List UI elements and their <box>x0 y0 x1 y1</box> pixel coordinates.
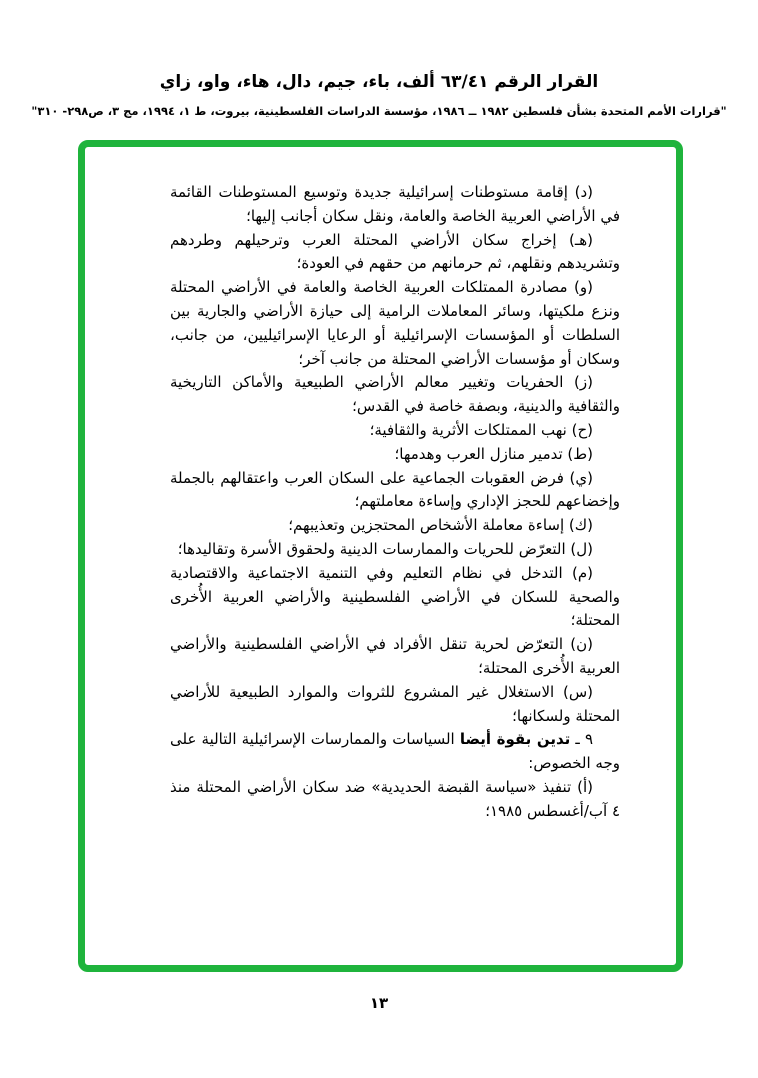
text-run: (هـ) إخراج سكان الأراضي المحتلة العرب وترحيلهم وطردهم وتشريدهم ونقلهم، ثم حرمانهم من حقهم في العودة؛ <box>170 230 620 273</box>
text-run: (ك) إساءة معاملة الأشخاص المحتجزين وتعذيبهم؛ <box>288 516 593 535</box>
paragraph <box>170 371 620 419</box>
text-run: (أ) تنفيذ «سياسة القبضة الحديدية» ضد سكان الأراضي المحتلة منذ ٤ آب/أغسطس ١٩٨٥؛ <box>170 777 620 820</box>
paragraph <box>170 538 620 562</box>
text-run: (ح) نهب الممتلكات الأثرية والثقافية؛ <box>369 420 593 439</box>
paragraph <box>170 681 620 729</box>
paragraph <box>170 776 620 824</box>
text-run: (ط) تدمير منازل العرب وهدمها؛ <box>394 444 593 463</box>
paragraph <box>170 276 620 371</box>
text-run: السياسات والممارسات الإسرائيلية التالية على وجه الخصوص: <box>170 730 620 773</box>
paragraph <box>170 728 620 776</box>
text-run: (ز) الحفريات وتغيير معالم الأراضي الطبيعية والأماكن التاريخية والثقافية والدينية، وبصفة خاصة في القدس؛ <box>170 373 620 416</box>
paragraph <box>170 562 620 633</box>
paragraph <box>170 633 620 681</box>
text-run: (م) التدخل في نظام التعليم وفي التنمية الاجتماعية والاقتصادية والصحية للسكان في الأراضي الفلسطينية والأراضي العربية الأُخرى المحتلة؛ <box>170 563 620 630</box>
paragraph <box>170 467 620 515</box>
source-citation: "قرارات الأمم المتحدة بشأن فلسطين ١٩٨٢ ــ ١٩٨٦، مؤسسة الدراسات الفلسطينية، بيروت، ط ١، ١٩٩٤، مج ٣، ص٢٩٨- ٣١٠" <box>31 104 727 118</box>
paragraph <box>170 229 620 277</box>
text-run: (ن) التعرّض لحرية تنقل الأفراد في الأراضي الفلسطينية والأراضي العربية الأُخرى المحتلة؛ <box>170 635 620 677</box>
text-run: (و) مصادرة الممتلكات العربية الخاصة والعامة في الأراضي المحتلة ونزع ملكيتها، وسائر المعاملات الرامية إلى حيازة الأراضي والجارية بين السلطات أو المؤسسات الإسرائيلية أو الرعايا الإسرائيليين، من جانب، وسكان أو مؤسسات الأراضي المحتلة من جانب آخر؛ <box>170 278 620 368</box>
paragraph <box>170 443 620 467</box>
text-run: (ي) فرض العقوبات الجماعية على السكان العرب واعتقالهم بالجملة وإخضاعهم للحجز الإداري وإساءة معاملتهم؛ <box>170 468 620 511</box>
page-number: ١٣ <box>369 994 389 1012</box>
body-text <box>170 181 620 824</box>
bold-text-run: تدين بقوة أيضا <box>459 730 571 749</box>
text-run: ٩ ـ <box>570 730 593 749</box>
text-run: (د) إقامة مستوطنات إسرائيلية جديدة وتوسيع المستوطنات القائمة في الأراضي العربية الخاصة والعامة، ونقل سكان أجانب إليها؛ <box>170 183 620 225</box>
paragraph <box>170 181 620 229</box>
paragraph <box>170 419 620 443</box>
text-run: (س) الاستغلال غير المشروع للثروات والموارد الطبيعية للأراضي المحتلة ولسكانها؛ <box>170 682 620 725</box>
paragraph <box>170 514 620 538</box>
text-run: (ل) التعرّض للحريات والممارسات الدينية ولحقوق الأسرة وتقاليدها؛ <box>177 539 593 558</box>
page-title: القرار الرقم ٦٣/٤١ ألف، باء، جيم، دال، هاء، واو، زاي <box>159 72 599 92</box>
